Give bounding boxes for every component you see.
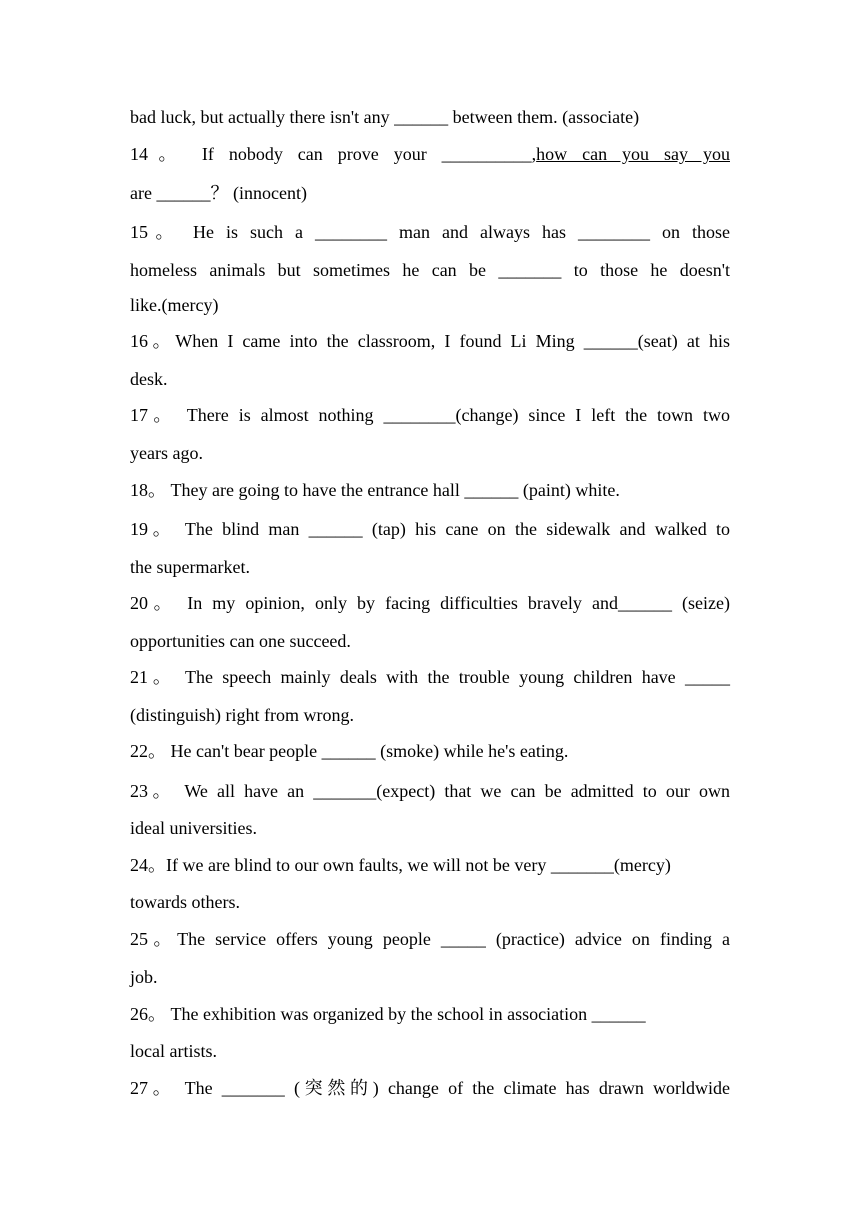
text-line: 19。 The blind man ______ (tap) his cane on the sidewalk and walked to (130, 519, 730, 539)
text-line: 14。 If nobody can prove your __________,how can you say you (130, 144, 730, 164)
answer-blank: ______ (583, 331, 638, 351)
text-line: ideal universities. (130, 818, 257, 838)
text-line: 22。 He can't bear people ______ (smoke) while he's eating. (130, 741, 569, 761)
text-line: years ago. (130, 443, 203, 463)
text-line: 26。 The exhibition was organized by the school in association ______ (130, 1004, 646, 1024)
text-line: like.(mercy) (130, 295, 219, 315)
answer-blank: _______ (498, 260, 562, 280)
answer-blank: _______ (313, 781, 377, 801)
text-line: job. (130, 967, 158, 987)
text-line: 18。 They are going to have the entrance hall ______ (paint) white. (130, 480, 620, 500)
answer-blank: _____ (440, 929, 486, 949)
text-line: bad luck, but actually there isn't any ______ between them. (associate) (130, 107, 640, 127)
text-line: opportunities can one succeed. (130, 631, 351, 651)
answer-blank: _____ (685, 667, 730, 687)
text-line: (distinguish) right from wrong. (130, 705, 354, 725)
answer-blank: ________ (315, 222, 388, 242)
answer-blank: ________ (383, 405, 456, 425)
text-line: local artists. (130, 1041, 217, 1061)
text-line: 20。 In my opinion, only by facing difficulties bravely and______ (seize) (130, 593, 730, 613)
answer-blank: ______ (156, 183, 211, 203)
text-line: 24。If we are blind to our own faults, we will not be very _______(mercy) (130, 855, 671, 875)
answer-blank: ________ (578, 222, 650, 242)
answer-blank: _______ (550, 855, 614, 875)
answer-blank: ______ (591, 1004, 646, 1024)
answer-blank: __________ (441, 144, 532, 164)
text-line: 23。 We all have an _______(expect) that we can be admitted to our own (130, 781, 730, 801)
text-line: homeless animals but sometimes he can be _______ to those he doesn't (130, 260, 730, 280)
text-line: are ______？ (innocent) (130, 183, 307, 203)
text-line: 15。 He is such a ________ man and always has ________ on those (130, 222, 731, 242)
text-line: 21。 The speech mainly deals with the trouble young children have _____ (130, 667, 730, 687)
text-line: towards others. (130, 892, 240, 912)
answer-blank: ______ (617, 593, 672, 613)
answer-blank: _______ (221, 1078, 285, 1098)
text-line: 25。The service offers young people _____ (practice) advice on finding a (130, 929, 730, 949)
answer-blank: ______ (308, 519, 363, 539)
text-line: 27。 The _______ (突然的) change of the climate has drawn worldwide (130, 1078, 731, 1098)
text-line: desk. (130, 369, 168, 389)
answer-blank: ______ (321, 741, 376, 761)
text-line: 17。 There is almost nothing ________(change) since I left the town two (130, 405, 730, 425)
text-line: the supermarket. (130, 557, 250, 577)
answer-blank: ______ (464, 480, 519, 500)
answer-blank: ______ (394, 107, 449, 127)
text-line: 16。When I came into the classroom, I found Li Ming ______(seat) at his (130, 331, 730, 351)
